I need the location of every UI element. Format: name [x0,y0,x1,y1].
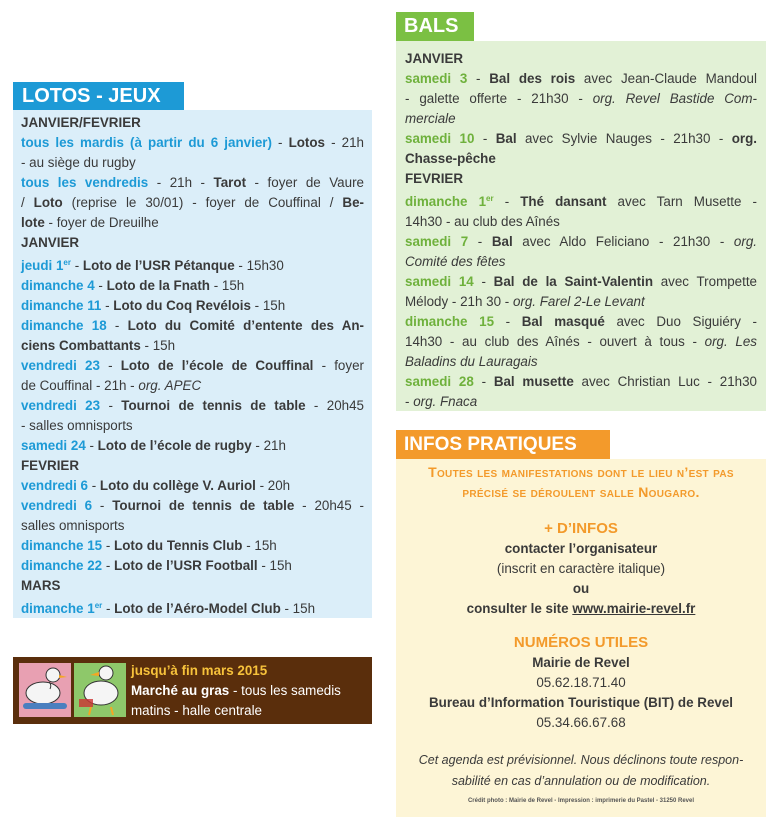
event-detail: avec Trompette [653,274,758,289]
site-label: consulter le site [466,601,573,616]
event-date: samedi 28 [405,374,474,389]
inscrit-line: (inscrit en caractère italique) [496,561,666,576]
lotos-title: LOTOS - JEUX [13,82,184,110]
event-name: Bal des rois [489,71,576,86]
event-line [21,596,364,619]
event-detail: - [405,394,414,409]
event-line [21,556,364,576]
event-name: Bal [495,131,517,146]
event-line [405,252,757,272]
event-line [405,352,757,372]
infos-title: INFOS PRATIQUES [396,430,610,459]
event-line: - salles omnisports [21,418,133,433]
event-date: jeudi 1 [21,258,64,273]
event-name: Tournoi de tennis de table [121,398,306,413]
event-name: Bal de la Saint-Valentin [493,274,653,289]
event-detail: - 21h [325,135,364,150]
separator: - [102,601,115,616]
event-name: Thé dansant [520,194,607,209]
event-line [21,376,364,396]
event-detail: avec Duo Siguiéry - [604,314,758,329]
event-line [405,292,757,312]
event-name: Loto de l’école de Couffinal [120,358,314,373]
event-date-sup: er [486,194,494,203]
event-name: Loto de l’USR Pétanque [82,258,235,273]
event-detail: - foyer de Vaure [246,175,364,190]
event-detail: 14h30 - au club des Aînés [405,214,560,229]
separator: - [473,374,494,389]
separator: - [467,71,490,86]
event-organizer: org. [731,131,757,146]
event-line [405,69,757,89]
duck-goose-illustration [19,663,126,717]
contact-line: contacter l’organisateur [504,541,658,556]
event-detail: (reprise le 30/01) - foyer de Couffinal / [62,195,343,210]
gras-detail: - tous les samedis [229,683,341,698]
gras-line-2: matins - halle centrale [131,703,262,718]
event-line: - au siège du rugby [21,155,136,170]
event-detail: avec Tarn Musette - [606,194,757,209]
event-date-sup: er [63,258,71,267]
event-name: Bal musette [493,374,574,389]
event-line [405,332,757,352]
event-detail: - 20h45 [305,398,364,413]
mairie-name: Mairie de Revel [532,655,630,670]
separator: - [102,538,115,553]
ou-line: ou [572,581,590,596]
lotos-panel [13,110,372,618]
venue-notice-2: précisé se déroulent salle Nougaro. [462,484,700,500]
section-mars: MARS [21,578,61,593]
event-line [21,436,364,456]
event-detail: - foyer de Dreuilhe [44,215,159,230]
separator: - [468,234,492,249]
event-line [405,212,757,232]
separator: - [92,498,113,513]
gras-date: jusqu’à fin mars 2015 [131,663,268,678]
bit-name: Bureau d’Information Touristique (BIT) de Revel [428,695,734,710]
event-line [405,272,757,292]
plus-infos-heading: + D’INFOS [544,520,618,537]
gras-line [131,681,367,701]
separator: - [101,298,114,313]
event-detail: - galette offerte - 21h30 - [405,91,593,106]
section-fevrier: FEVRIER [405,171,464,186]
event-date: samedi 3 [405,71,468,86]
event-name: Bal masqué [521,314,605,329]
event-detail: - 15h30 [234,258,284,273]
event-organizer: org. Revel Bastide Com- [592,91,757,106]
event-date: vendredi 23 [21,358,100,373]
separator: - [271,135,289,150]
separator: - [100,398,122,413]
event-date: vendredi 23 [21,398,101,413]
event-detail: - 21h [251,438,286,453]
event-organizer: org. APEC [138,378,202,393]
event-name: Be- [342,195,364,210]
event-line [21,133,364,153]
event-line [21,476,364,496]
section-janvier-fevrier: JANVIER/FEVRIER [21,115,141,130]
separator: - [99,358,121,373]
event-line [21,193,364,213]
photo-credit: Crédit photo : Mairie de Revel - Impression : imprimerie du Pastel - 31250 Revel [467,798,695,804]
event-organizer: org. Les [704,334,757,349]
separator: - [494,314,522,329]
event-detail: avec Christian Luc - 21h30 [573,374,758,389]
venue-notice: Toutes les manifestations dont le lieu n’est pas [428,464,734,480]
separator: - [106,318,128,333]
event-line [405,189,757,212]
gras-title: Marché au gras [131,683,230,698]
event-detail: / [21,195,34,210]
event-name: Loto du Tennis Club [114,538,243,553]
event-organizer: org. [733,234,757,249]
bals-panel [396,41,766,411]
section-fevrier: FEVRIER [21,458,80,473]
event-organizer: Comité des fêtes [405,254,506,269]
mairie-phone: 05.62.18.71.40 [536,675,626,690]
event-detail: avec Sylvie Nauges - 21h30 - [516,131,732,146]
event-organizer: merciale [405,111,456,126]
event-line [405,149,757,169]
event-date: dimanche 1 [21,601,95,616]
event-name: Loto de l’école de rugby [97,438,252,453]
event-date-sup: er [94,601,103,610]
event-date: dimanche 1 [405,194,487,209]
event-detail: Mélody - 21h 30 - [405,294,513,309]
event-detail: 14h30 - au club des Aînés - ouvert à tous - [405,334,705,349]
event-line [405,312,757,332]
event-detail: - 15h [250,298,286,313]
event-line [21,296,364,316]
event-detail: avec Aldo Feliciano - 21h30 - [512,234,734,249]
event-line [405,109,757,129]
event-line [21,496,364,516]
event-name: Lotos [288,135,326,150]
event-date: samedi 24 [21,438,86,453]
event-line [21,276,364,296]
event-name: Tournoi de tennis de table [112,498,295,513]
section-janvier: JANVIER [405,51,464,66]
event-organizer: Chasse-pêche [405,151,496,166]
event-name: Loto de la Fnath [106,278,210,293]
event-date: vendredi 6 [21,478,88,493]
event-detail: - foyer [313,358,364,373]
event-line [405,372,757,392]
event-date: dimanche 18 [21,318,107,333]
event-detail: - 15h [140,338,176,353]
event-name: Loto du Coq Revélois [113,298,251,313]
event-detail: avec Jean-Claude Mandoul [575,71,757,86]
event-line [21,173,364,193]
event-detail: - 20h45 - [294,498,364,513]
event-detail: - 15h [210,278,245,293]
event-date: samedi 7 [405,234,469,249]
separator: - [70,258,83,273]
event-name: Bal [491,234,513,249]
event-name: Loto de l’USR Football [114,558,258,573]
event-name: Tarot [213,175,247,190]
event-line [21,336,364,356]
infos-panel [396,459,766,817]
bals-title: BALS [396,12,474,41]
site-line [396,599,766,619]
event-detail: - 15h [257,558,292,573]
event-line [21,396,364,416]
event-line [21,213,364,233]
event-date: tous les mardis (à partir du 6 janvier) [21,135,272,150]
marche-au-gras-text [131,661,367,721]
disclaimer: Cet agenda est prévisionnel. Nous déclinons toute respon- [418,753,744,767]
event-date: vendredi 6 [21,498,93,513]
event-organizer: Baladins du Lauragais [405,354,538,369]
event-detail: de Couffinal - 21h - [21,378,139,393]
event-date: dimanche 15 [21,538,103,553]
event-line [405,232,757,252]
event-line [405,392,757,412]
event-date: samedi 10 [405,131,475,146]
event-name: Loto du Comité d’entente des An- [127,318,365,333]
separator: - [474,131,496,146]
event-organizer: org. Farel 2-Le Levant [512,294,645,309]
numeros-heading: NUMÉROS UTILES [513,634,649,651]
event-line [21,316,364,336]
event-name: Loto du collège V. Auriol [99,478,256,493]
separator: - [493,194,521,209]
event-detail: - 21h - [148,175,214,190]
event-detail: - 15h [242,538,277,553]
event-line [21,356,364,376]
event-name: ciens Combattants [21,338,141,353]
separator: - [87,478,100,493]
event-name: Loto [33,195,63,210]
event-date: tous les vendredis [21,175,149,190]
event-detail: - 15h [280,601,316,616]
event-name: lote [21,215,45,230]
separator: - [473,274,494,289]
event-date: dimanche 11 [21,298,102,313]
event-organizer: org. Fnaca [413,394,478,409]
event-detail: - 20h [255,478,291,493]
event-line [405,89,757,109]
disclaimer-2: sabilité en cas d’annulation ou de modification. [451,774,711,788]
event-name: Loto de l’Aéro-Model Club [114,601,281,616]
event-line [21,536,364,556]
event-date: samedi 14 [405,274,474,289]
event-date: dimanche 15 [405,314,495,329]
website-link[interactable]: www.mairie-revel.fr [572,601,696,616]
separator: - [94,278,107,293]
event-line [21,253,364,276]
event-line: salles omnisports [21,518,125,533]
separator: - [85,438,98,453]
separator: - [102,558,115,573]
event-date: dimanche 4 [21,278,95,293]
event-date: dimanche 22 [21,558,103,573]
section-janvier: JANVIER [21,235,80,250]
event-line [405,129,757,149]
bit-phone: 05.34.66.67.68 [536,715,626,730]
